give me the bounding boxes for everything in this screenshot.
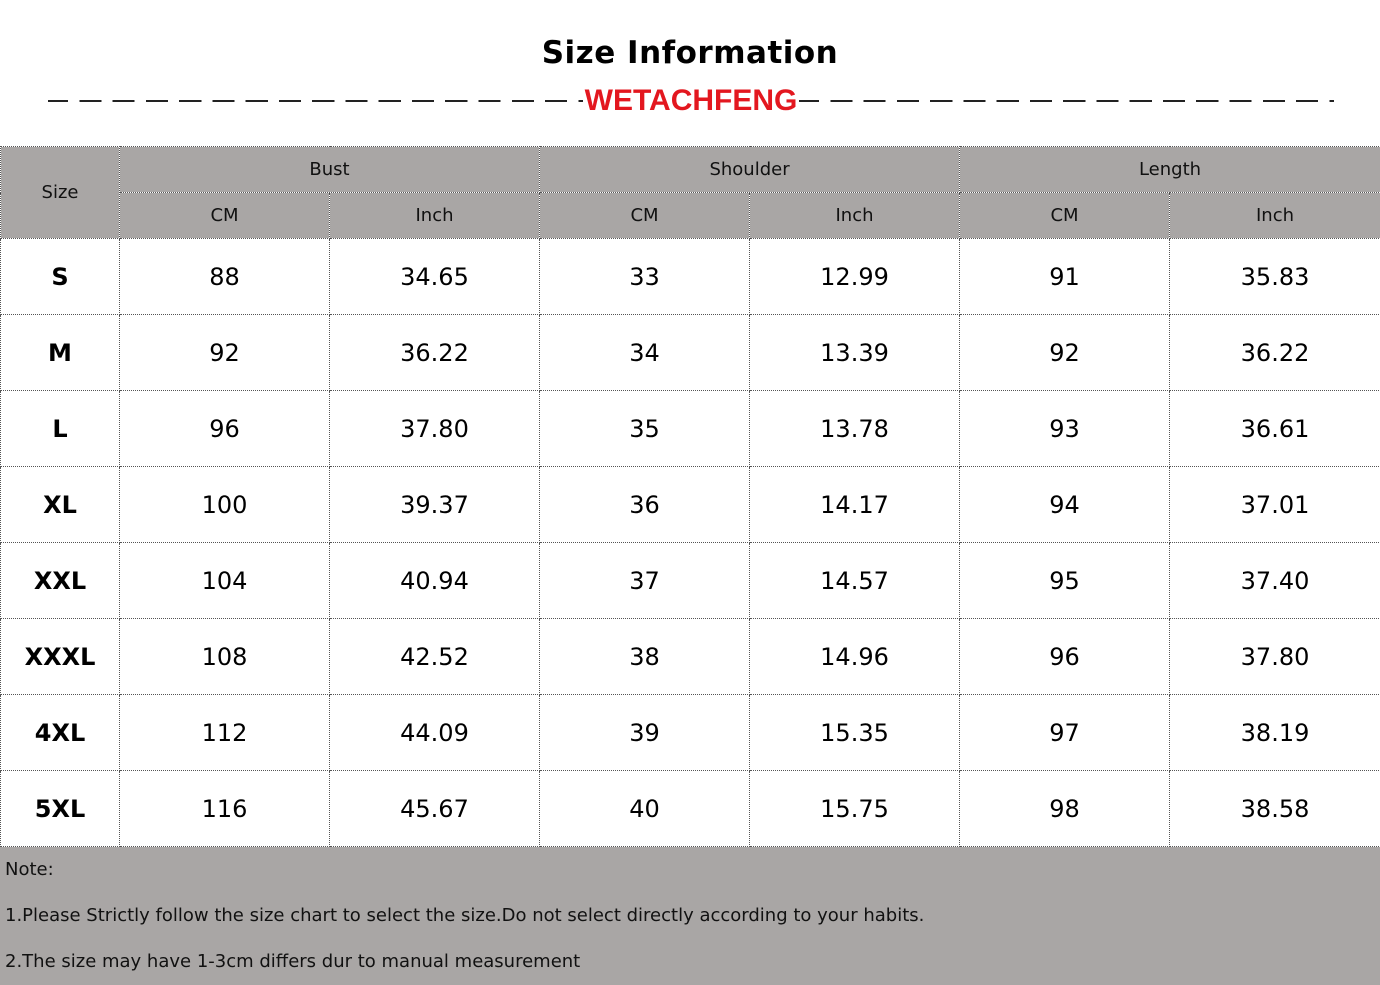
length-cm-cell: 93 xyxy=(960,391,1170,467)
size-cell: XXXL xyxy=(1,619,120,695)
group-header-length: Length xyxy=(960,147,1380,193)
brand-divider xyxy=(48,82,1334,120)
shoulder-inch-cell: 15.35 xyxy=(750,695,960,771)
length-inch-cell: 37.40 xyxy=(1170,543,1380,619)
length-cm-cell: 92 xyxy=(960,315,1170,391)
shoulder-cm-cell: 37 xyxy=(540,543,750,619)
bust-cm-cell: 88 xyxy=(120,239,330,315)
size-chart-table xyxy=(0,146,1380,847)
table-row xyxy=(1,315,1380,391)
bust-cm-cell: 96 xyxy=(120,391,330,467)
length-inch-cell: 38.58 xyxy=(1170,771,1380,847)
unit-header: Inch xyxy=(750,193,960,239)
unit-header: CM xyxy=(540,193,750,239)
shoulder-inch-cell: 14.57 xyxy=(750,543,960,619)
length-cm-cell: 95 xyxy=(960,543,1170,619)
bust-inch-cell: 42.52 xyxy=(330,619,540,695)
size-cell: XL xyxy=(1,467,120,543)
group-header-bust: Bust xyxy=(120,147,540,193)
shoulder-cm-cell: 36 xyxy=(540,467,750,543)
bust-inch-cell: 36.22 xyxy=(330,315,540,391)
bust-cm-cell: 112 xyxy=(120,695,330,771)
size-cell: L xyxy=(1,391,120,467)
bust-inch-cell: 44.09 xyxy=(330,695,540,771)
notes-panel xyxy=(0,847,1380,985)
length-cm-cell: 97 xyxy=(960,695,1170,771)
shoulder-cm-cell: 35 xyxy=(540,391,750,467)
size-column-header: Size xyxy=(1,147,120,239)
shoulder-inch-cell: 14.17 xyxy=(750,467,960,543)
bust-cm-cell: 100 xyxy=(120,467,330,543)
length-inch-cell: 37.80 xyxy=(1170,619,1380,695)
unit-header: Inch xyxy=(1170,193,1380,239)
bust-inch-cell: 37.80 xyxy=(330,391,540,467)
bust-cm-cell: 104 xyxy=(120,543,330,619)
length-inch-cell: 36.61 xyxy=(1170,391,1380,467)
note-item: 1.Please Strictly follow the size chart to select the size.Do not select directly according to your habits. xyxy=(5,905,925,926)
shoulder-cm-cell: 38 xyxy=(540,619,750,695)
length-inch-cell: 36.22 xyxy=(1170,315,1380,391)
shoulder-cm-cell: 33 xyxy=(540,239,750,315)
shoulder-inch-cell: 15.75 xyxy=(750,771,960,847)
table-row xyxy=(1,391,1380,467)
bust-inch-cell: 39.37 xyxy=(330,467,540,543)
length-inch-cell: 35.83 xyxy=(1170,239,1380,315)
length-cm-cell: 98 xyxy=(960,771,1170,847)
brand-name: WETACHFENG xyxy=(584,84,798,117)
bust-cm-cell: 92 xyxy=(120,315,330,391)
shoulder-inch-cell: 13.39 xyxy=(750,315,960,391)
bust-inch-cell: 45.67 xyxy=(330,771,540,847)
size-cell: 5XL xyxy=(1,771,120,847)
table-row xyxy=(1,695,1380,771)
shoulder-cm-cell: 40 xyxy=(540,771,750,847)
length-cm-cell: 91 xyxy=(960,239,1170,315)
table-row xyxy=(1,239,1380,315)
shoulder-inch-cell: 14.96 xyxy=(750,619,960,695)
dashed-rule-left xyxy=(48,100,583,102)
note-item: 2.The size may have 1-3cm differs dur to manual measurement xyxy=(5,951,581,972)
size-cell: XXL xyxy=(1,543,120,619)
group-header-shoulder: Shoulder xyxy=(540,147,960,193)
bust-cm-cell: 116 xyxy=(120,771,330,847)
unit-header: Inch xyxy=(330,193,540,239)
bust-inch-cell: 40.94 xyxy=(330,543,540,619)
unit-header: CM xyxy=(960,193,1170,239)
unit-header: CM xyxy=(120,193,330,239)
shoulder-cm-cell: 34 xyxy=(540,315,750,391)
table-row xyxy=(1,771,1380,847)
length-cm-cell: 94 xyxy=(960,467,1170,543)
table-row xyxy=(1,619,1380,695)
bust-inch-cell: 34.65 xyxy=(330,239,540,315)
dashed-rule-right xyxy=(799,100,1334,102)
size-cell: S xyxy=(1,239,120,315)
table-row xyxy=(1,467,1380,543)
length-inch-cell: 37.01 xyxy=(1170,467,1380,543)
length-inch-cell: 38.19 xyxy=(1170,695,1380,771)
page-title: Size Information xyxy=(541,35,839,71)
shoulder-inch-cell: 13.78 xyxy=(750,391,960,467)
bust-cm-cell: 108 xyxy=(120,619,330,695)
table-row xyxy=(1,543,1380,619)
shoulder-cm-cell: 39 xyxy=(540,695,750,771)
notes-heading: Note: xyxy=(5,859,54,880)
length-cm-cell: 96 xyxy=(960,619,1170,695)
size-cell: M xyxy=(1,315,120,391)
shoulder-inch-cell: 12.99 xyxy=(750,239,960,315)
size-cell: 4XL xyxy=(1,695,120,771)
